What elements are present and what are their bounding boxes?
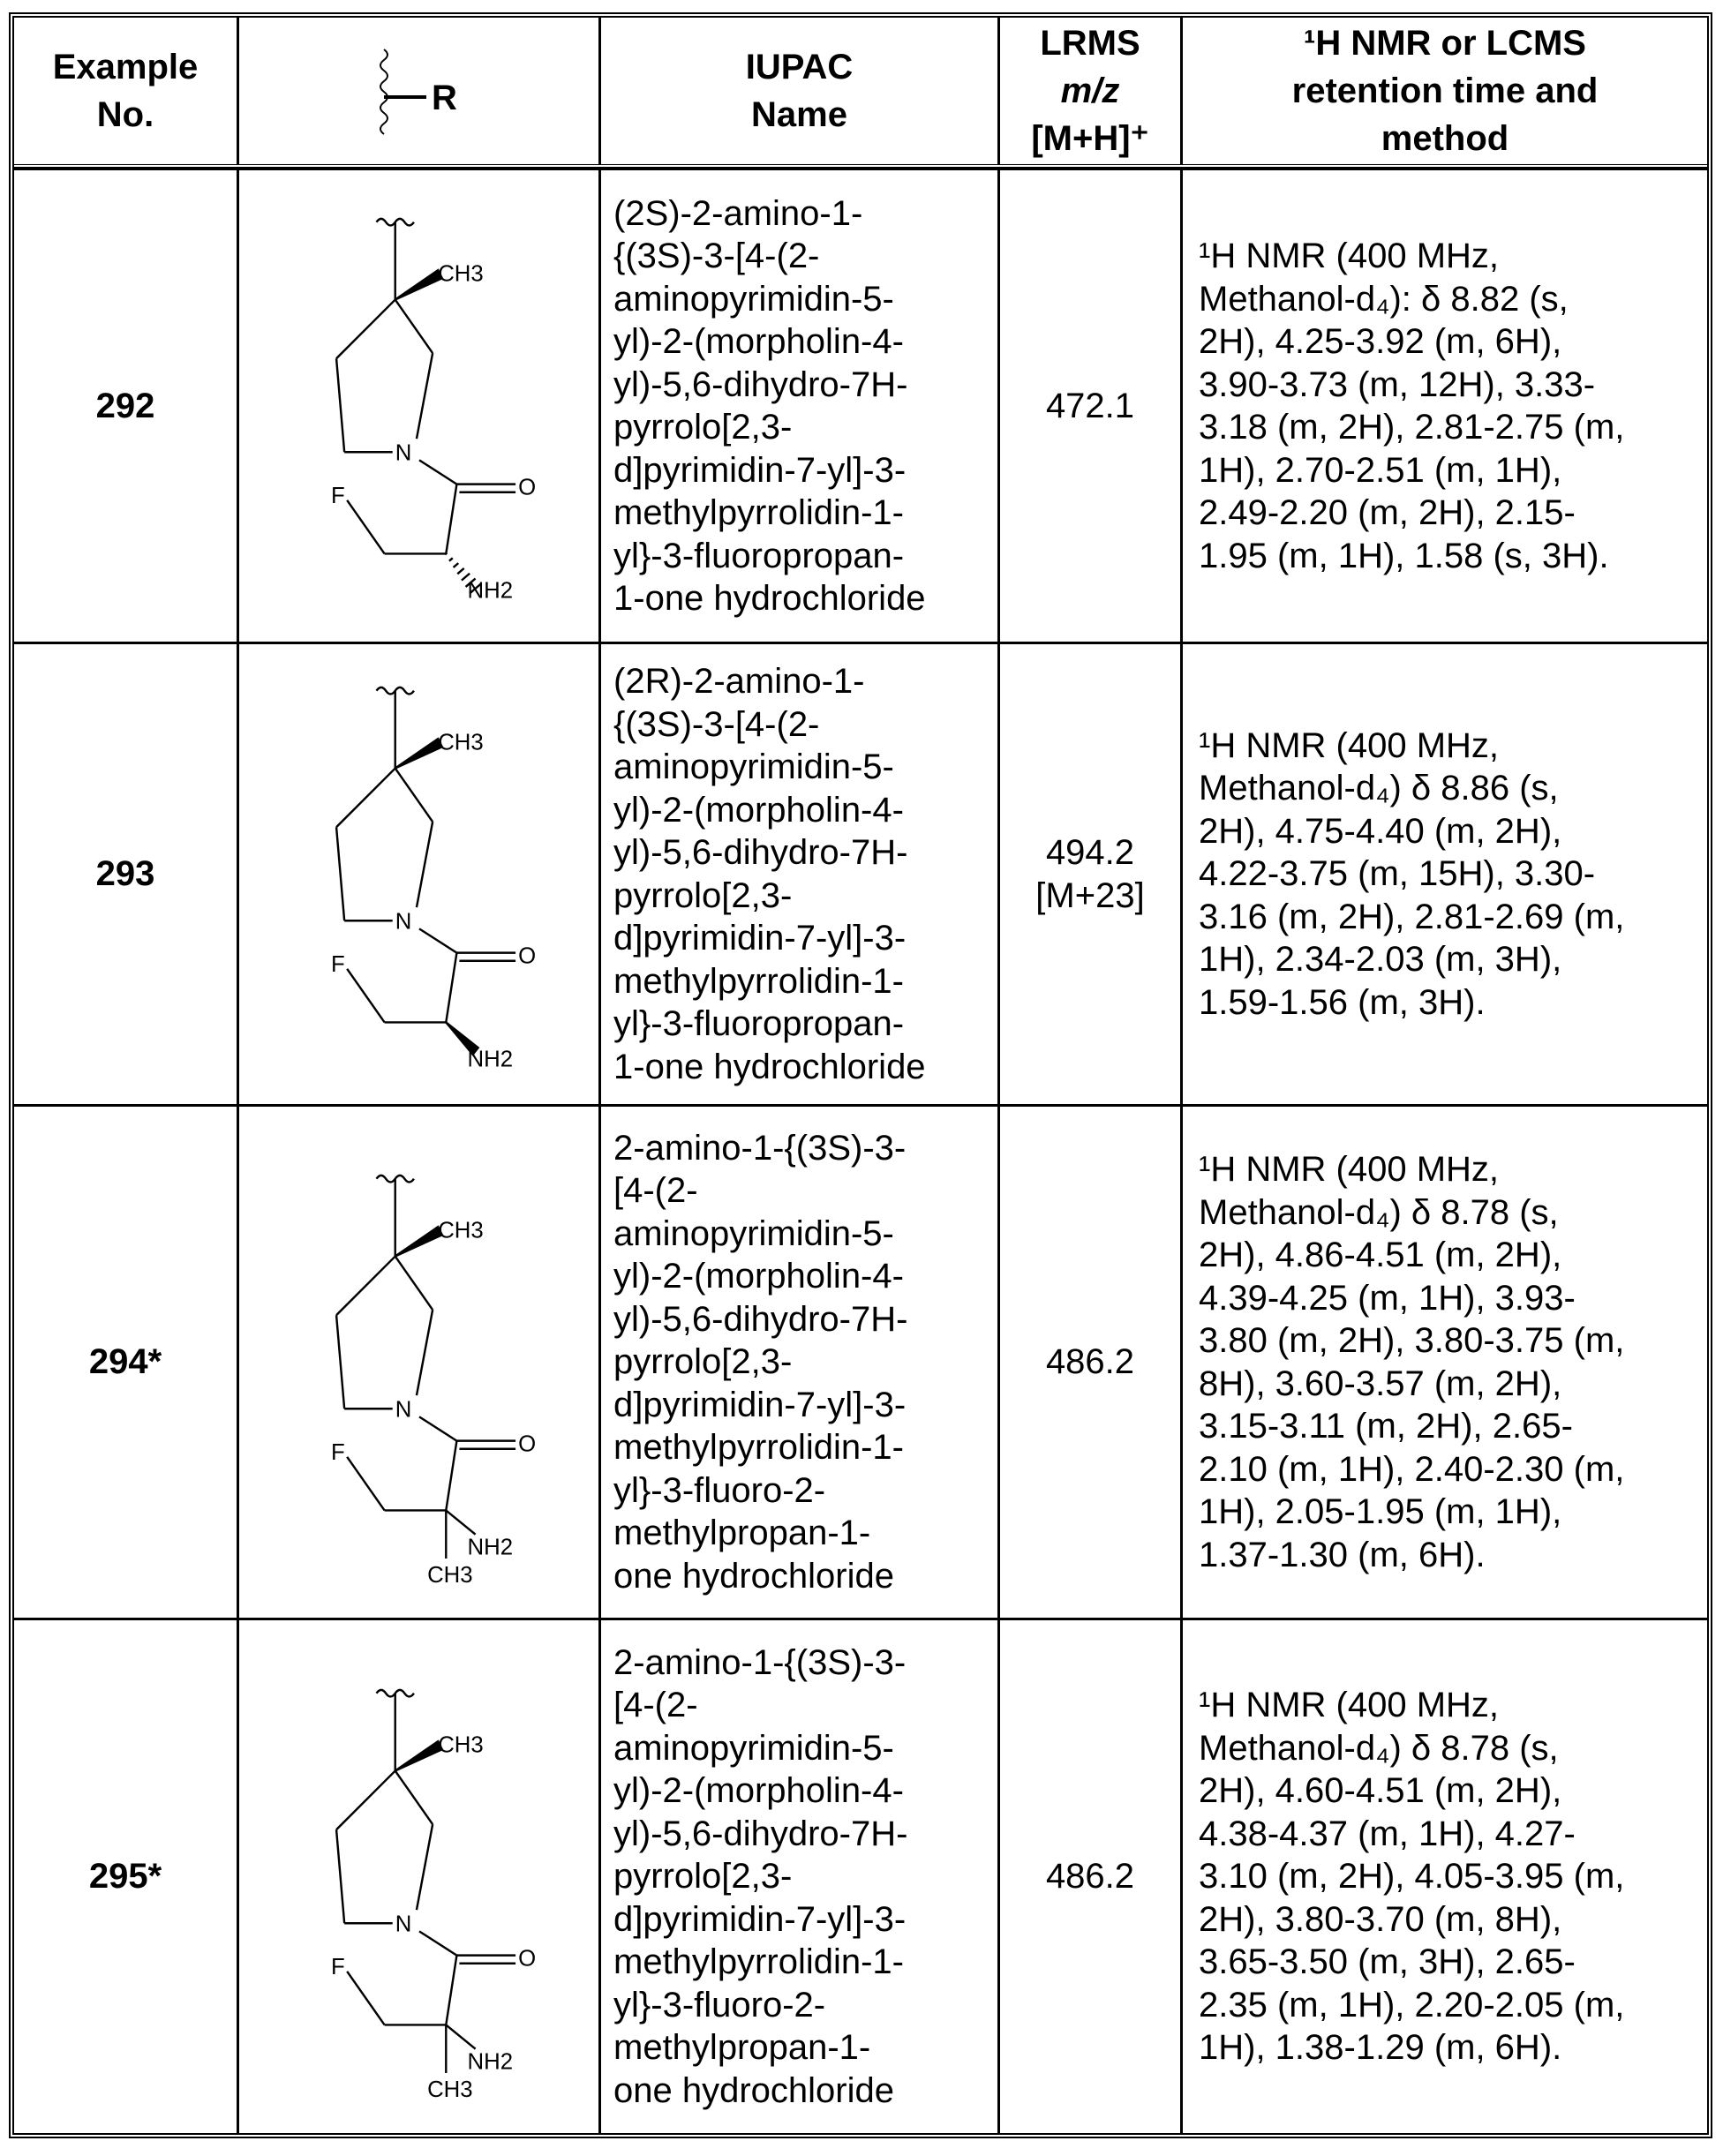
nmr-line: 1.95 (m, 1H), 1.58 (s, 3H). bbox=[1199, 535, 1624, 578]
iupac-line: yl)-5,6-dihydro-7H- bbox=[613, 1813, 907, 1856]
iupac-line: yl}-3-fluoropropan- bbox=[613, 535, 926, 578]
nmr-cell bbox=[1180, 1620, 1707, 2133]
nmr-line: 1H), 2.34-2.03 (m, 3H), bbox=[1199, 938, 1624, 981]
nmr-line: Methanol-d₄) δ 8.86 (s, bbox=[1199, 767, 1624, 810]
iupac-name-cell bbox=[598, 1620, 997, 2133]
bond bbox=[446, 2025, 475, 2048]
nmr-line: 3.18 (m, 2H), 2.81-2.75 (m, bbox=[1199, 406, 1624, 449]
bond bbox=[395, 1770, 432, 1824]
example-no-cell bbox=[14, 644, 237, 1104]
example-no-cell bbox=[14, 170, 237, 642]
nmr-cell bbox=[1180, 170, 1707, 642]
nmr-line: ¹H NMR (400 MHz, bbox=[1199, 725, 1624, 768]
example-number: 295* bbox=[89, 1857, 162, 1897]
atom-label-ch3: CH3 bbox=[438, 730, 484, 755]
atom-label-ch3_alpha: CH3 bbox=[427, 1563, 473, 1588]
wedge-bond-methyl bbox=[395, 1741, 441, 1770]
iupac-line: methylpyrrolidin-1- bbox=[613, 960, 926, 1003]
lrms-value bbox=[1046, 385, 1134, 428]
bond bbox=[416, 353, 432, 439]
lrms-line: 486.2 bbox=[1046, 1341, 1134, 1384]
nmr-line: 2H), 3.80-3.70 (m, 8H), bbox=[1199, 1898, 1624, 1942]
bond bbox=[446, 1955, 456, 2025]
header-nmr bbox=[1180, 18, 1707, 164]
iupac-line: yl)-2-(morpholin-4- bbox=[613, 320, 926, 364]
structure-cell bbox=[237, 1620, 598, 2133]
bonds bbox=[336, 219, 515, 593]
iupac-name bbox=[613, 192, 926, 620]
nmr-cell bbox=[1180, 644, 1707, 1104]
iupac-line: 1-one hydrochloride bbox=[613, 1046, 926, 1089]
bond bbox=[336, 358, 344, 452]
iupac-line: one hydrochloride bbox=[613, 1555, 907, 1598]
structure-drawing bbox=[243, 1648, 596, 2107]
bond bbox=[419, 1416, 456, 1440]
iupac-name bbox=[613, 660, 926, 1088]
atom-label-ch3: CH3 bbox=[438, 261, 484, 286]
nmr-line: 2H), 4.86-4.51 (m, 2H), bbox=[1199, 1234, 1624, 1277]
nmr-data bbox=[1199, 725, 1624, 1025]
iupac-line: yl}-3-fluoropropan- bbox=[613, 1003, 926, 1046]
example-number: 293 bbox=[96, 854, 155, 894]
header-text: method bbox=[1292, 115, 1599, 162]
atom-label-f: F bbox=[331, 1439, 345, 1464]
wedge-bond-methyl bbox=[395, 270, 441, 299]
atom-label-nh2: NH2 bbox=[467, 578, 513, 603]
structure-cell bbox=[237, 1107, 598, 1618]
nmr-line: ¹H NMR (400 MHz, bbox=[1199, 1148, 1624, 1191]
iupac-line: aminopyrimidin-5- bbox=[613, 1213, 907, 1256]
nmr-cell bbox=[1180, 1107, 1707, 1618]
iupac-name bbox=[613, 1127, 907, 1598]
bond bbox=[446, 1440, 456, 1510]
nmr-line: 2.35 (m, 1H), 2.20-2.05 (m, bbox=[1199, 1984, 1624, 2027]
iupac-line: [4-(2- bbox=[613, 1169, 907, 1213]
atom-label-nh2: NH2 bbox=[467, 1535, 513, 1559]
bond bbox=[347, 1456, 384, 1510]
nmr-data bbox=[1199, 1684, 1624, 2070]
header-example-no bbox=[14, 18, 237, 164]
iupac-line: 1-one hydrochloride bbox=[613, 577, 926, 620]
bond bbox=[419, 928, 456, 952]
bond bbox=[395, 1256, 432, 1310]
hashed-bond bbox=[457, 568, 463, 574]
lrms-cell bbox=[997, 170, 1180, 642]
iupac-line: one hydrochloride bbox=[613, 2070, 907, 2113]
bond bbox=[336, 1770, 395, 1829]
atom-label-n: N bbox=[395, 1397, 411, 1422]
atom-label-o: O bbox=[518, 943, 536, 968]
bond bbox=[395, 768, 432, 822]
table-row bbox=[14, 1618, 1707, 2133]
example-number: 292 bbox=[96, 387, 155, 426]
example-no-cell bbox=[14, 1107, 237, 1618]
lrms-value bbox=[1035, 831, 1144, 917]
example-no-cell bbox=[14, 1620, 237, 2133]
iupac-line: yl)-5,6-dihydro-7H- bbox=[613, 364, 926, 407]
atom-label-n: N bbox=[395, 440, 411, 465]
hashed-bond bbox=[453, 563, 458, 567]
header-iupac bbox=[598, 18, 997, 164]
nmr-line: 4.39-4.25 (m, 1H), 3.93- bbox=[1199, 1277, 1624, 1320]
iupac-line: d]pyrimidin-7-yl]-3- bbox=[613, 1384, 907, 1427]
atom-label-ch3: CH3 bbox=[438, 1732, 484, 1757]
lrms-value bbox=[1046, 1855, 1134, 1898]
bond bbox=[446, 1510, 475, 1534]
iupac-line: pyrrolo[2,3- bbox=[613, 875, 926, 918]
iupac-line: pyrrolo[2,3- bbox=[613, 406, 926, 449]
iupac-line: [4-(2- bbox=[613, 1684, 907, 1727]
hashed-bond bbox=[448, 558, 452, 560]
iupac-line: aminopyrimidin-5- bbox=[613, 1727, 907, 1770]
nmr-line: 1H), 2.05-1.95 (m, 1H), bbox=[1199, 1491, 1624, 1534]
bond bbox=[336, 827, 344, 920]
bond bbox=[419, 460, 456, 484]
iupac-name-cell bbox=[598, 644, 997, 1104]
wedge-bond-methyl bbox=[395, 1227, 441, 1256]
bond bbox=[336, 1315, 344, 1409]
header-text: ¹H NMR or LCMS bbox=[1292, 19, 1599, 67]
wavy-bond-r-icon bbox=[349, 42, 490, 139]
header-text: LRMS bbox=[1031, 19, 1148, 67]
nmr-line: Methanol-d₄): δ 8.82 (s, bbox=[1199, 278, 1624, 321]
header-text: retention time and bbox=[1292, 67, 1599, 115]
iupac-line: yl)-2-(morpholin-4- bbox=[613, 1255, 907, 1298]
structure-drawing bbox=[243, 177, 596, 635]
iupac-line: 2-amino-1-{(3S)-3- bbox=[613, 1641, 907, 1685]
iupac-name bbox=[613, 1641, 907, 2113]
lrms-cell bbox=[997, 644, 1180, 1104]
r-label: R bbox=[432, 79, 457, 117]
iupac-line: d]pyrimidin-7-yl]-3- bbox=[613, 449, 926, 492]
atom-label-f: F bbox=[331, 484, 345, 508]
iupac-line: yl)-2-(morpholin-4- bbox=[613, 1769, 907, 1813]
iupac-line: yl}-3-fluoro-2- bbox=[613, 1984, 907, 2027]
iupac-line: d]pyrimidin-7-yl]-3- bbox=[613, 917, 926, 960]
nmr-line: 2.49-2.20 (m, 2H), 2.15- bbox=[1199, 492, 1624, 535]
nmr-line: 3.80 (m, 2H), 3.80-3.75 (m, bbox=[1199, 1319, 1624, 1363]
iupac-line: yl)-5,6-dihydro-7H- bbox=[613, 831, 926, 875]
bond bbox=[416, 1310, 432, 1395]
nmr-line: Methanol-d₄) δ 8.78 (s, bbox=[1199, 1191, 1624, 1235]
iupac-line: (2S)-2-amino-1- bbox=[613, 192, 926, 236]
structure-cell bbox=[237, 644, 598, 1104]
header-lrms bbox=[997, 18, 1180, 164]
compound-table bbox=[9, 12, 1712, 2138]
bonds bbox=[336, 1689, 515, 2072]
lrms-value bbox=[1046, 1341, 1134, 1384]
nmr-line: 3.16 (m, 2H), 2.81-2.69 (m, bbox=[1199, 896, 1624, 939]
iupac-line: pyrrolo[2,3- bbox=[613, 1855, 907, 1898]
atom-label-nh2: NH2 bbox=[467, 2049, 513, 2074]
iupac-line: methylpropan-1- bbox=[613, 2026, 907, 2070]
iupac-line: yl}-3-fluoro-2- bbox=[613, 1469, 907, 1513]
structure-cell bbox=[237, 170, 598, 642]
lrms-cell bbox=[997, 1107, 1180, 1618]
lrms-line: 486.2 bbox=[1046, 1855, 1134, 1898]
nmr-line: 1H), 2.70-2.51 (m, 1H), bbox=[1199, 449, 1624, 492]
atom-label-o: O bbox=[518, 1431, 536, 1456]
nmr-data bbox=[1199, 235, 1624, 577]
nmr-line: 2H), 4.60-4.51 (m, 2H), bbox=[1199, 1769, 1624, 1813]
atom-label-ch3_alpha: CH3 bbox=[427, 2077, 473, 2102]
nmr-line: 3.65-3.50 (m, 3H), 2.65- bbox=[1199, 1941, 1624, 1984]
header-text: IUPAC bbox=[746, 43, 853, 91]
nmr-line: 4.38-4.37 (m, 1H), 4.27- bbox=[1199, 1813, 1624, 1856]
nmr-data bbox=[1199, 1148, 1624, 1576]
structure-drawing bbox=[243, 1133, 596, 1592]
lrms-line: [M+23] bbox=[1035, 875, 1144, 918]
bonds bbox=[336, 687, 515, 1054]
nmr-line: Methanol-d₄) δ 8.78 (s, bbox=[1199, 1727, 1624, 1770]
bond bbox=[419, 1931, 456, 1955]
lrms-line: 472.1 bbox=[1046, 385, 1134, 428]
bond bbox=[446, 952, 456, 1022]
iupac-line: d]pyrimidin-7-yl]-3- bbox=[613, 1898, 907, 1942]
iupac-line: {(3S)-3-[4-(2- bbox=[613, 703, 926, 747]
bond bbox=[336, 768, 395, 827]
bond bbox=[347, 500, 384, 554]
iupac-name-cell bbox=[598, 1107, 997, 1618]
nmr-line: 1H), 1.38-1.29 (m, 6H). bbox=[1199, 2026, 1624, 2070]
table-header-row bbox=[14, 18, 1707, 168]
iupac-line: methylpyrrolidin-1- bbox=[613, 1426, 907, 1469]
bond bbox=[347, 1971, 384, 2025]
atom-label-f: F bbox=[331, 1954, 345, 1979]
structure-drawing bbox=[243, 645, 596, 1104]
hashed-bond bbox=[445, 553, 447, 555]
nmr-line: 3.10 (m, 2H), 4.05-3.95 (m, bbox=[1199, 1855, 1624, 1898]
header-text: [M+H]⁺ bbox=[1031, 115, 1148, 162]
table-row bbox=[14, 168, 1707, 642]
nmr-line: 4.22-3.75 (m, 15H), 3.30- bbox=[1199, 853, 1624, 896]
atom-label-o: O bbox=[518, 476, 536, 500]
iupac-line: yl)-2-(morpholin-4- bbox=[613, 789, 926, 832]
table-body bbox=[14, 168, 1707, 2133]
header-text: m/z bbox=[1031, 67, 1148, 115]
atom-label-o: O bbox=[518, 1946, 536, 1971]
nmr-line: 2H), 4.75-4.40 (m, 2H), bbox=[1199, 810, 1624, 853]
iupac-line: methylpyrrolidin-1- bbox=[613, 492, 926, 535]
nmr-line: 2H), 4.25-3.92 (m, 6H), bbox=[1199, 320, 1624, 364]
iupac-line: methylpyrrolidin-1- bbox=[613, 1941, 907, 1984]
header-text: Name bbox=[746, 91, 853, 139]
atom-label-n: N bbox=[395, 909, 411, 934]
iupac-line: yl)-5,6-dihydro-7H- bbox=[613, 1298, 907, 1341]
nmr-line: 8H), 3.60-3.57 (m, 2H), bbox=[1199, 1363, 1624, 1406]
iupac-line: aminopyrimidin-5- bbox=[613, 278, 926, 321]
nmr-line: 3.90-3.73 (m, 12H), 3.33- bbox=[1199, 364, 1624, 407]
nmr-line: 3.15-3.11 (m, 2H), 2.65- bbox=[1199, 1405, 1624, 1448]
bond bbox=[416, 822, 432, 907]
nmr-line: 1.59-1.56 (m, 3H). bbox=[1199, 981, 1624, 1025]
bond bbox=[336, 1256, 395, 1315]
iupac-line: pyrrolo[2,3- bbox=[613, 1341, 907, 1384]
bond bbox=[347, 968, 384, 1022]
iupac-line: (2R)-2-amino-1- bbox=[613, 660, 926, 703]
bonds bbox=[336, 1175, 515, 1558]
header-text: Example bbox=[53, 43, 199, 91]
wedge-bond-methyl bbox=[395, 739, 441, 768]
iupac-line: aminopyrimidin-5- bbox=[613, 746, 926, 789]
nmr-line: ¹H NMR (400 MHz, bbox=[1199, 235, 1624, 278]
iupac-name-cell bbox=[598, 170, 997, 642]
iupac-line: {(3S)-3-[4-(2- bbox=[613, 235, 926, 278]
atom-label-f: F bbox=[331, 951, 345, 976]
table-row bbox=[14, 642, 1707, 1104]
bond bbox=[336, 300, 395, 359]
iupac-line: methylpropan-1- bbox=[613, 1512, 907, 1555]
nmr-line: 1.37-1.30 (m, 6H). bbox=[1199, 1534, 1624, 1577]
bond bbox=[336, 1829, 344, 1923]
bond bbox=[416, 1824, 432, 1910]
iupac-line: 2-amino-1-{(3S)-3- bbox=[613, 1127, 907, 1170]
header-r-group bbox=[237, 18, 598, 164]
bond bbox=[395, 300, 432, 354]
lrms-line: 494.2 bbox=[1035, 831, 1144, 875]
atom-label-ch3: CH3 bbox=[438, 1218, 484, 1243]
example-number: 294* bbox=[89, 1342, 162, 1382]
nmr-line: 2.10 (m, 1H), 2.40-2.30 (m, bbox=[1199, 1448, 1624, 1491]
header-text: No. bbox=[53, 91, 199, 139]
atom-label-nh2: NH2 bbox=[467, 1047, 513, 1071]
lrms-cell bbox=[997, 1620, 1180, 2133]
bond bbox=[446, 485, 456, 554]
nmr-line: ¹H NMR (400 MHz, bbox=[1199, 1684, 1624, 1727]
table-row bbox=[14, 1104, 1707, 1618]
atom-label-n: N bbox=[395, 1912, 411, 1936]
